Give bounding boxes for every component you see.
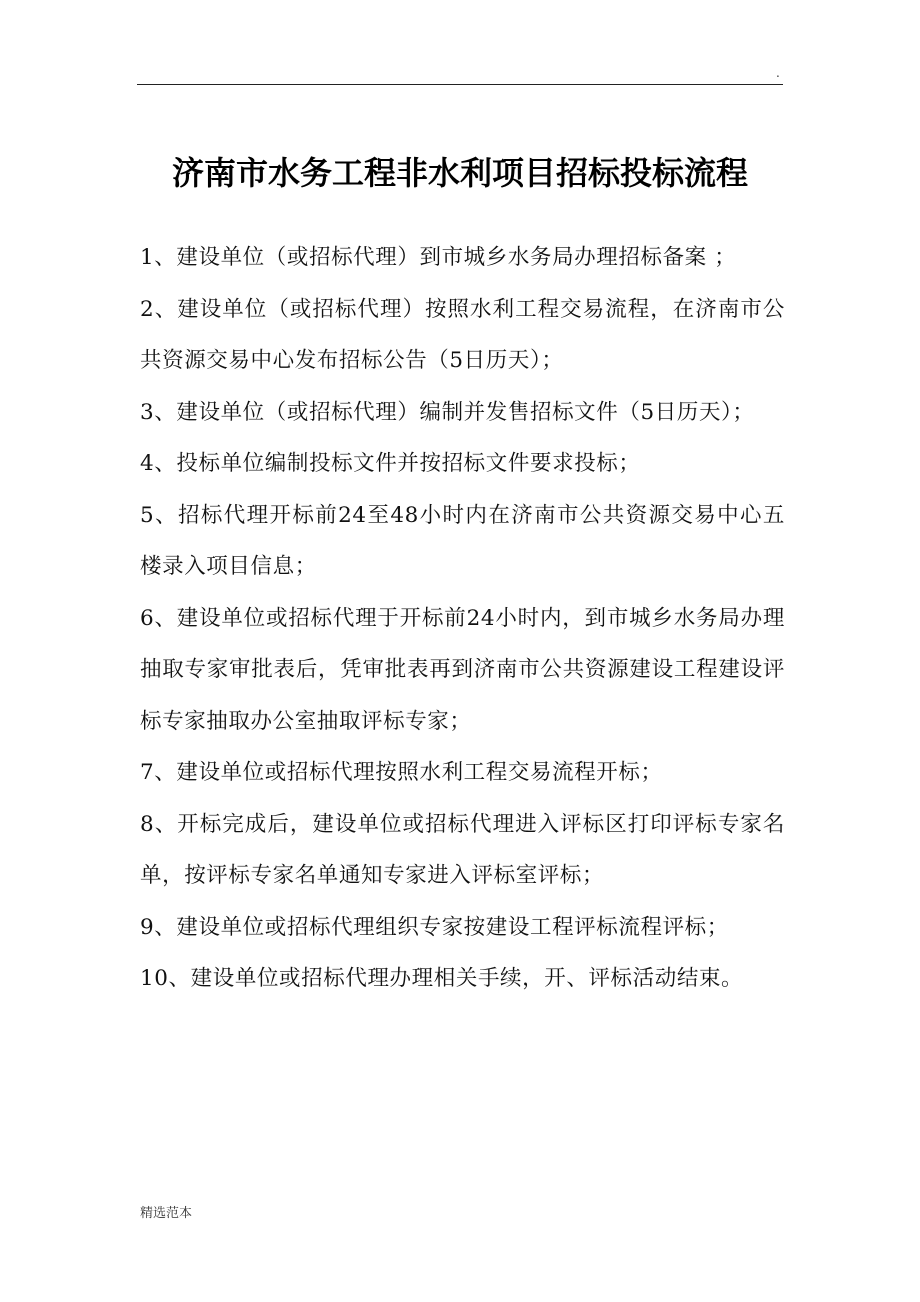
step-9: 9、建设单位或招标代理组织专家按建设工程评标流程评标； — [140, 914, 729, 940]
procedure-steps-list — [140, 232, 785, 1005]
step-3: 3、建设单位（或招标代理）编制并发售招标文件（5日历天）； — [140, 399, 755, 425]
step-7: 7、建设单位或招标代理按照水利工程交易流程开标； — [140, 760, 663, 785]
step-5: 5、招标代理开标前24至48小时内在济南市公共资源交易中心五楼录入项目信息； — [140, 502, 785, 579]
document-title: 济南市水务工程非水利项目招标投标流程 — [171, 154, 748, 193]
step-2: 2、建设单位（或招标代理）按照水利工程交易流程，在济南市公共资源交易中心发布招标公告（5日历天）； — [140, 296, 785, 373]
footer-label: 精选范本 — [140, 1206, 193, 1221]
step-8: 8、开标完成后，建设单位或招标代理进入评标区打印评标专家名单，按评标专家名单通知专家进入评标室评标； — [140, 811, 785, 888]
step-10: 10、建设单位或招标代理办理相关手续，开、评标活动结束。 — [140, 966, 744, 991]
step-1: 1、建设单位（或招标代理）到市城乡水务局办理招标备案 ； — [140, 245, 737, 270]
step-6: 6、建设单位或招标代理于开标前24小时内，到市城乡水务局办理抽取专家审批表后，凭审批表再到济南市公共资源建设工程建设评标专家抽取办公室抽取评标专家； — [140, 605, 785, 734]
step-4: 4、投标单位编制投标文件并按招标文件要求投标； — [140, 451, 641, 476]
header-mark: . — [776, 66, 780, 80]
header-divider — [137, 84, 783, 85]
